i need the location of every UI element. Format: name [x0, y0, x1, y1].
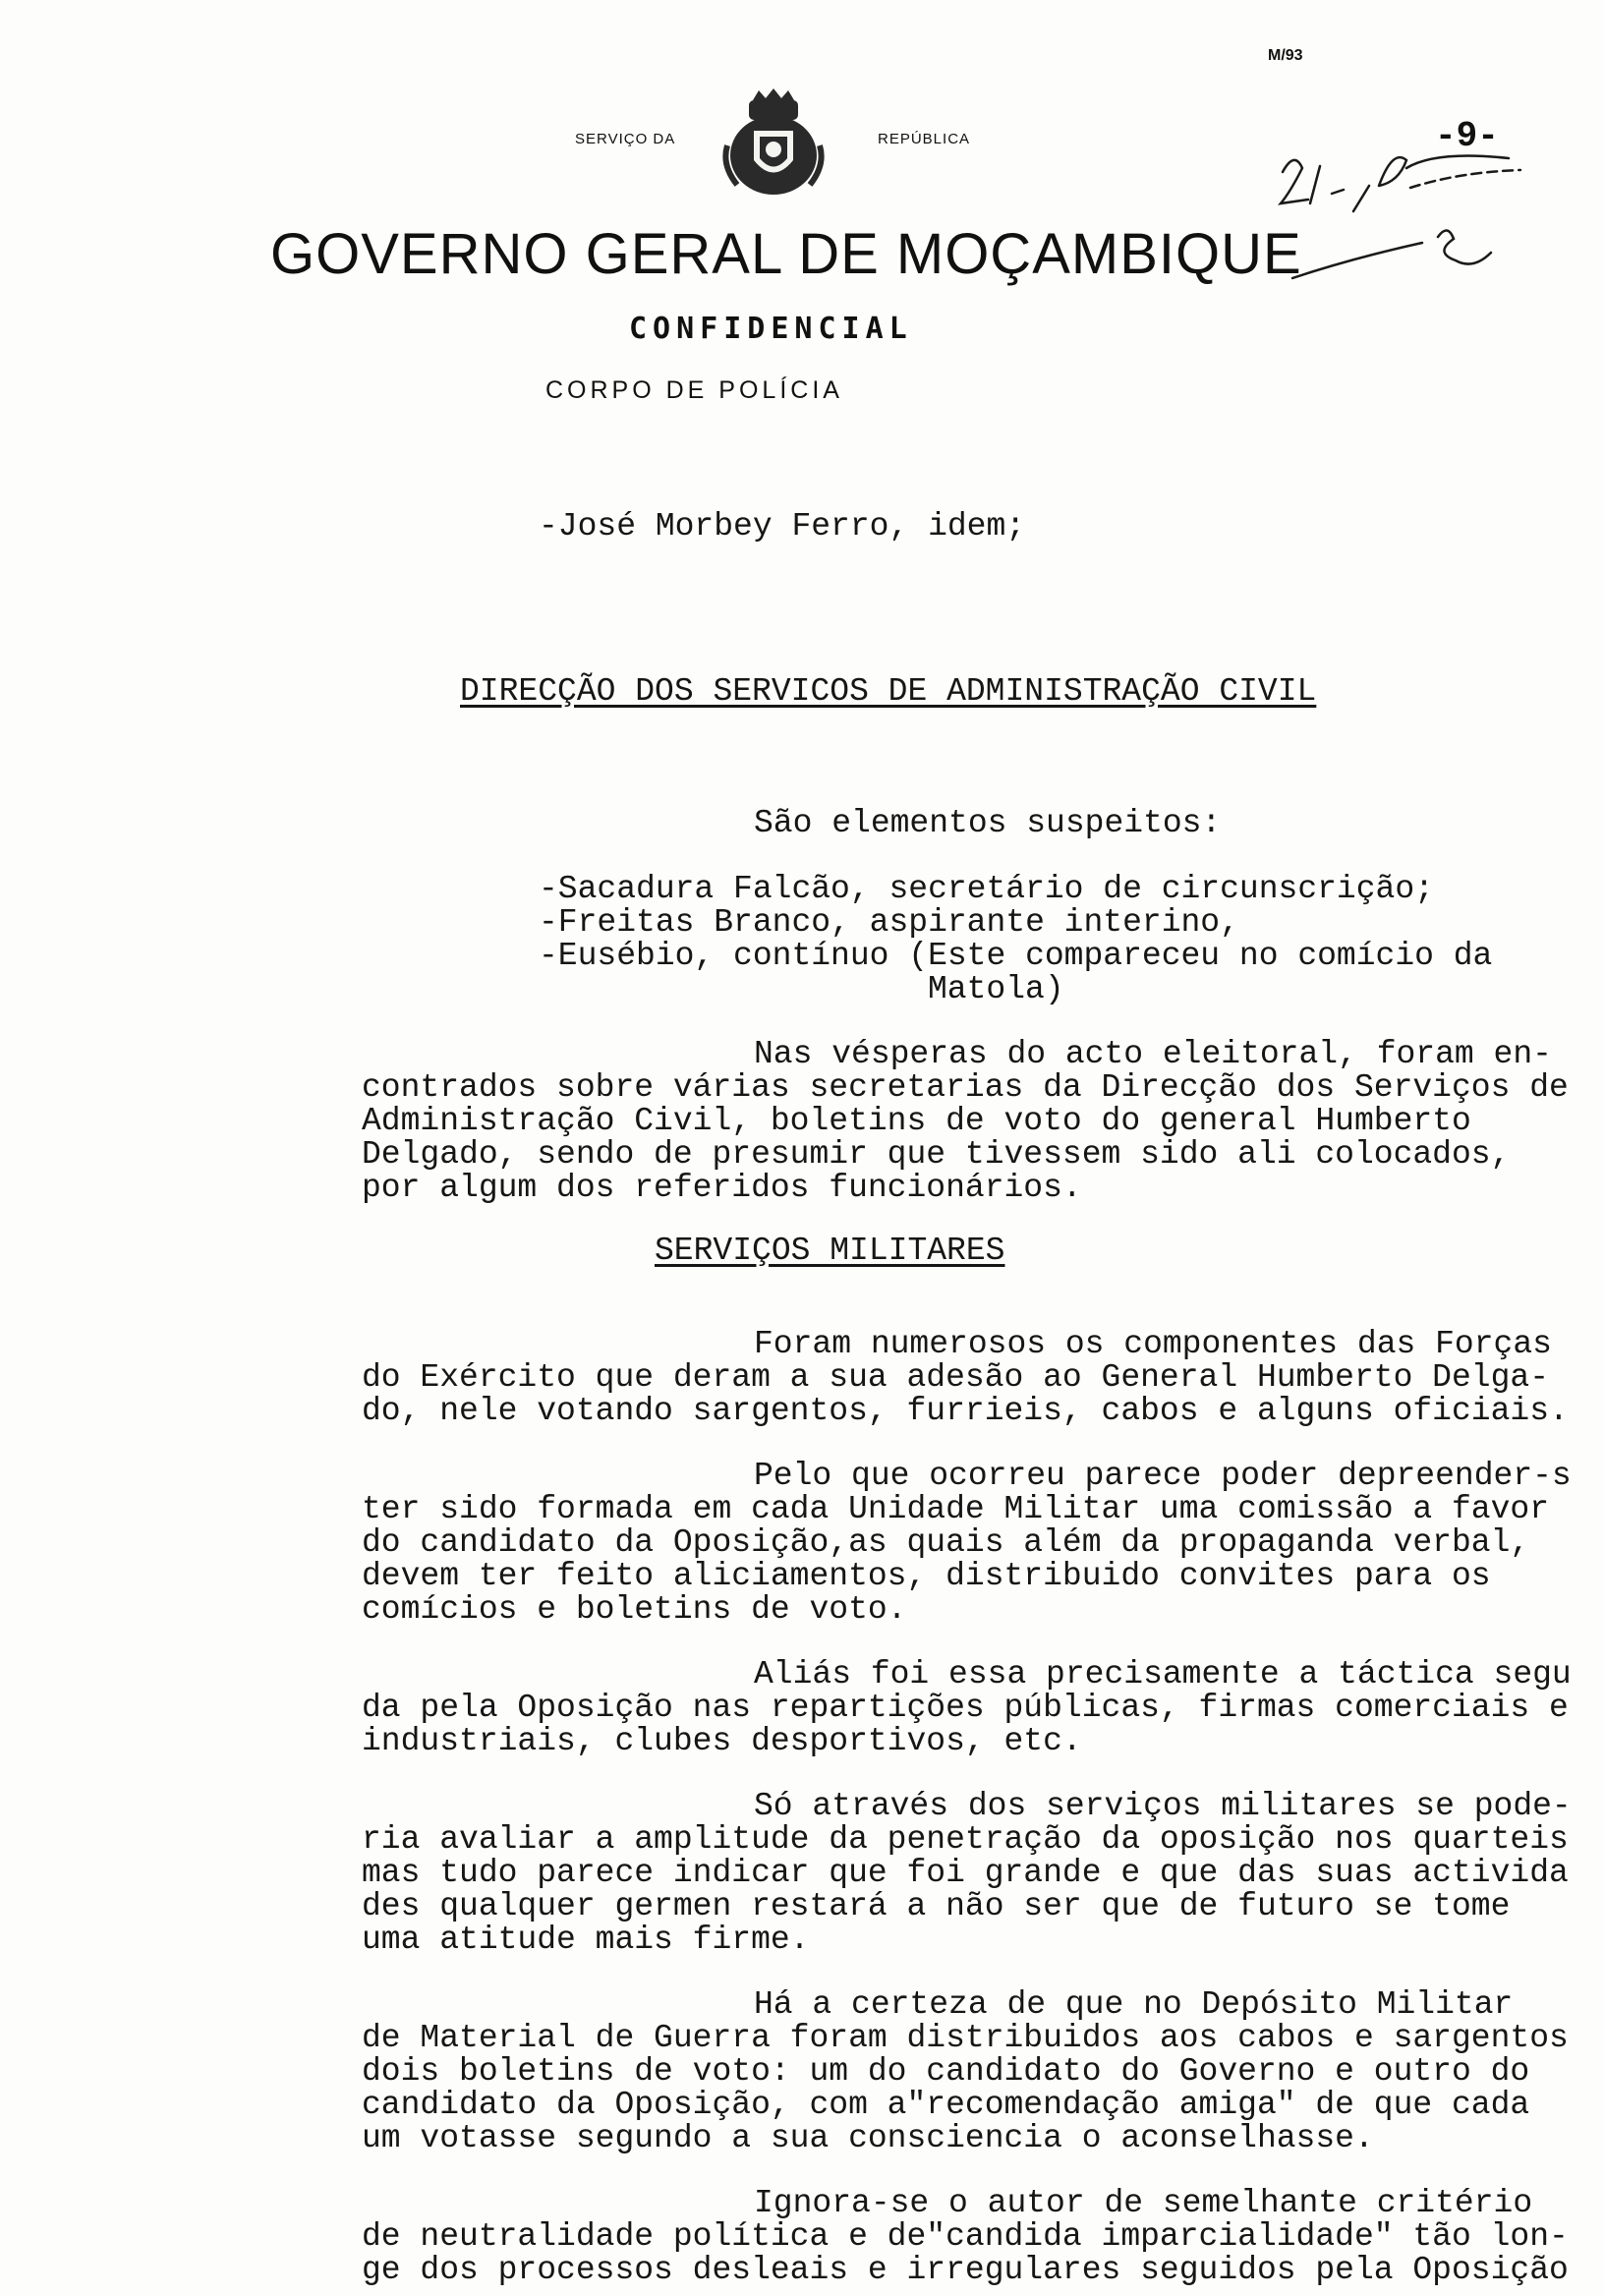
paragraph-line: devem ter feito aliciamentos, distribuido convites para os [362, 1558, 1491, 1594]
list-item: -Freitas Branco, aspirante interino, [539, 904, 1239, 941]
paragraph-line: do candidato da Oposição,as quais além da propaganda verbal, [362, 1524, 1530, 1561]
paragraph-line: ria avaliar a amplitude da penetração da oposição nos quarteis [362, 1821, 1569, 1858]
coat-of-arms-icon [719, 86, 828, 200]
republica-label: REPÚBLICA [878, 131, 971, 147]
paragraph-line: Só através dos serviços militares se pode- [754, 1788, 1572, 1824]
paragraph-line: do, nele votando sargentos, furrieis, cabos e alguns oficiais. [362, 1393, 1569, 1429]
paragraph-line: Administração Civil, boletins de voto do general Humberto [362, 1103, 1471, 1139]
paragraph-line: dois boletins de voto: um do candidato do Governo e outro do [362, 2053, 1530, 2090]
line-morbey-ferro: -José Morbey Ferro, idem; [539, 508, 1026, 545]
list-item: -Sacadura Falcão, secretário de circunscrição; [539, 871, 1434, 907]
paragraph-line: Há a certeza de que no Depósito Militar [754, 1986, 1514, 2023]
paragraph-line: de Material de Guerra foram distribuidos aos cabos e sargentos [362, 2020, 1569, 2056]
page-number: -9- [1435, 116, 1499, 156]
list-item: Matola) [928, 971, 1064, 1007]
servico-label: SERVIÇO DA [575, 131, 676, 147]
list-item: -Eusébio, contínuo (Este compareceu no comício da [539, 938, 1493, 974]
paragraph-line: des qualquer germen restará a não ser que de futuro se tome [362, 1888, 1511, 1924]
paragraph-line: uma atitude mais firme. [362, 1922, 810, 1958]
paragraph-line: da pela Oposição nas repartições públicas, firmas comerciais e [362, 1690, 1569, 1726]
section-heading-servicos-militares: SERVIÇOS MILITARES [655, 1233, 1005, 1269]
paragraph-line: de neutralidade política e de"candida imparcialidade" tão lon- [362, 2218, 1569, 2255]
paragraph-line: Pelo que ocorreu parece poder depreender-s [754, 1458, 1572, 1494]
paragraph-line: Ignora-se o autor de semelhante critério [754, 2185, 1533, 2221]
paragraph-line: comícios e boletins de voto. [362, 1591, 907, 1628]
paragraph-line: Delgado, sendo de presumir que tivessem sido ali colocados, [362, 1136, 1511, 1173]
confidential-stamp: CONFIDENCIAL [629, 312, 913, 346]
paragraph-line: industriais, clubes desportivos, etc. [362, 1723, 1082, 1759]
paragraph-line: Aliás foi essa precisamente a táctica segu [754, 1656, 1572, 1693]
paragraph-line: ter sido formada em cada Unidade Militar uma comissão a favor [362, 1491, 1549, 1527]
paragraph-line: do Exército que deram a sua adesão ao General Humberto Delga- [362, 1359, 1549, 1396]
paragraph-line: por algum dos referidos funcionários. [362, 1170, 1082, 1206]
paragraph-line: Foram numerosos os componentes das Forças [754, 1326, 1552, 1362]
paragraph-line: candidato da Oposição, com a"recomendação amiga" de que cada [362, 2087, 1530, 2123]
department-name: CORPO DE POLÍCIA [545, 376, 843, 404]
paragraph-line: ge dos processos desleais e irregulares seguidos pela Oposição [362, 2252, 1569, 2288]
suspects-intro: São elementos suspeitos: [754, 805, 1222, 841]
handwritten-annotation [1263, 143, 1528, 329]
document-code: M/93 [1268, 47, 1303, 64]
paragraph-line: um votasse segundo a sua consciencia o aconselhasse. [362, 2120, 1374, 2156]
paragraph-line: Nas vésperas do acto eleitoral, foram en- [754, 1036, 1552, 1072]
government-title: GOVERNO GERAL DE MOÇAMBIQUE [270, 222, 1302, 286]
paragraph-line: contrados sobre várias secretarias da Direcção dos Serviços de [362, 1069, 1569, 1106]
section-heading-administracao-civil: DIRECÇÃO DOS SERVICOS DE ADMINISTRAÇÃO CIVIL [460, 673, 1317, 710]
paragraph-line: mas tudo parece indicar que foi grande e que das suas activida [362, 1855, 1569, 1891]
